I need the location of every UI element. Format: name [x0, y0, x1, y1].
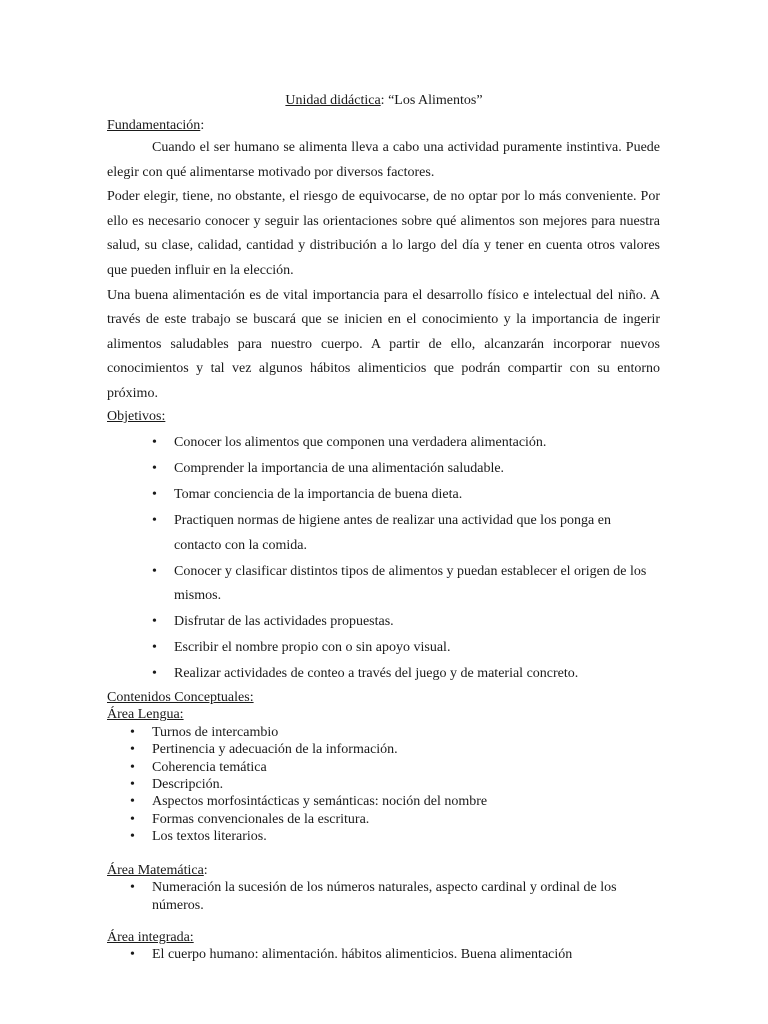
paragraph-3: Una buena alimentación es de vital importancia para el desarrollo físico e intelectual del niño. A través de este trabajo se buscará que se inicien en el conocimiento y la importancia de ingerir alimentos saludables para nuestro cuerpo. A partir de ello, alcanzarán incorporar nuevos conocimientos y tal vez algunos hábitos alimenticios que podrán compartir con su entorno próximo.: [107, 287, 660, 401]
list-item: • El cuerpo humano: alimentación. hábitos alimenticios. Buena alimentación: [107, 946, 660, 963]
integrada-list: [107, 946, 660, 963]
objetivos-heading: Objetivos:: [107, 409, 166, 424]
list-item: • Numeración la sucesión de los números naturales, aspecto cardinal y ordinal de los números.: [107, 879, 660, 914]
list-item: • Los textos literarios.: [107, 828, 660, 845]
contenidos-section: [107, 689, 660, 846]
list-item: • Formas convencionales de la escritura.: [107, 811, 660, 828]
contenidos-heading: Contenidos Conceptuales:: [107, 690, 254, 705]
list-item: • Realizar actividades de conteo a través del juego y de material concreto.: [107, 662, 660, 687]
list-item: • Disfrutar de las actividades propuestas.: [107, 610, 660, 635]
objetivos-list-wrap: [107, 431, 660, 688]
list-item: • Comprender la importancia de una alimentación saludable.: [107, 457, 660, 482]
list-item: • Tomar conciencia de la importancia de buena dieta.: [107, 483, 660, 508]
list-item: • Pertinencia y adecuación de la información.: [107, 741, 660, 758]
fundamentacion-section: [107, 115, 660, 137]
list-item: • Descripción.: [107, 776, 660, 793]
list-item: • Aspectos morfosintácticas y semánticas: noción del nombre: [107, 793, 660, 810]
matematica-heading: Área Matemática:: [107, 863, 208, 878]
paragraph-1: Cuando el ser humano se alimenta lleva a cabo una actividad puramente instintiva. Puede elegir con qué alimentarse motivado por diversos factores.: [107, 140, 660, 180]
integrada-heading: Área integrada:: [107, 930, 194, 945]
list-item: • Conocer los alimentos que componen una verdadera alimentación.: [107, 431, 660, 456]
lengua-heading: Área Lengua:: [107, 707, 184, 723]
fundamentacion-heading: Fundamentación:: [107, 118, 205, 133]
list-item: • Conocer y clasificar distintos tipos de alimentos y puedan establecer el origen de los mismos.: [107, 560, 660, 609]
matematica-list: [107, 879, 660, 914]
list-item: • Escribir el nombre propio con o sin apoyo visual.: [107, 636, 660, 661]
document-title: [0, 90, 768, 112]
objetivos-list: [107, 431, 660, 687]
objetivos-section: [107, 406, 660, 428]
matematica-section: [107, 862, 660, 914]
paragraph-2: Poder elegir, tiene, no obstante, el riesgo de equivocarse, de no optar por lo más conveniente. Por ello es necesario conocer y seguir las orientaciones sobre qué alimentos son mejores para nuestra salud, su clase, calidad, cantidad y distribución a lo largo del día y tener en cuenta otros valores que pueden influir en la elección.: [107, 189, 660, 278]
list-item: • Practiquen normas de higiene antes de realizar una actividad que los ponga en contacto con la comida.: [107, 509, 660, 558]
list-item: • Coherencia temática: [107, 759, 660, 776]
title-prefix: Unidad didáctica: [285, 93, 381, 108]
integrada-section: [107, 929, 660, 964]
list-item: • Turnos de intercambio: [107, 724, 660, 741]
lengua-list: [107, 724, 660, 846]
title-separator: :: [380, 93, 389, 108]
title-topic: “Los Alimentos”: [388, 93, 483, 108]
fundamentacion-body: [107, 136, 660, 407]
